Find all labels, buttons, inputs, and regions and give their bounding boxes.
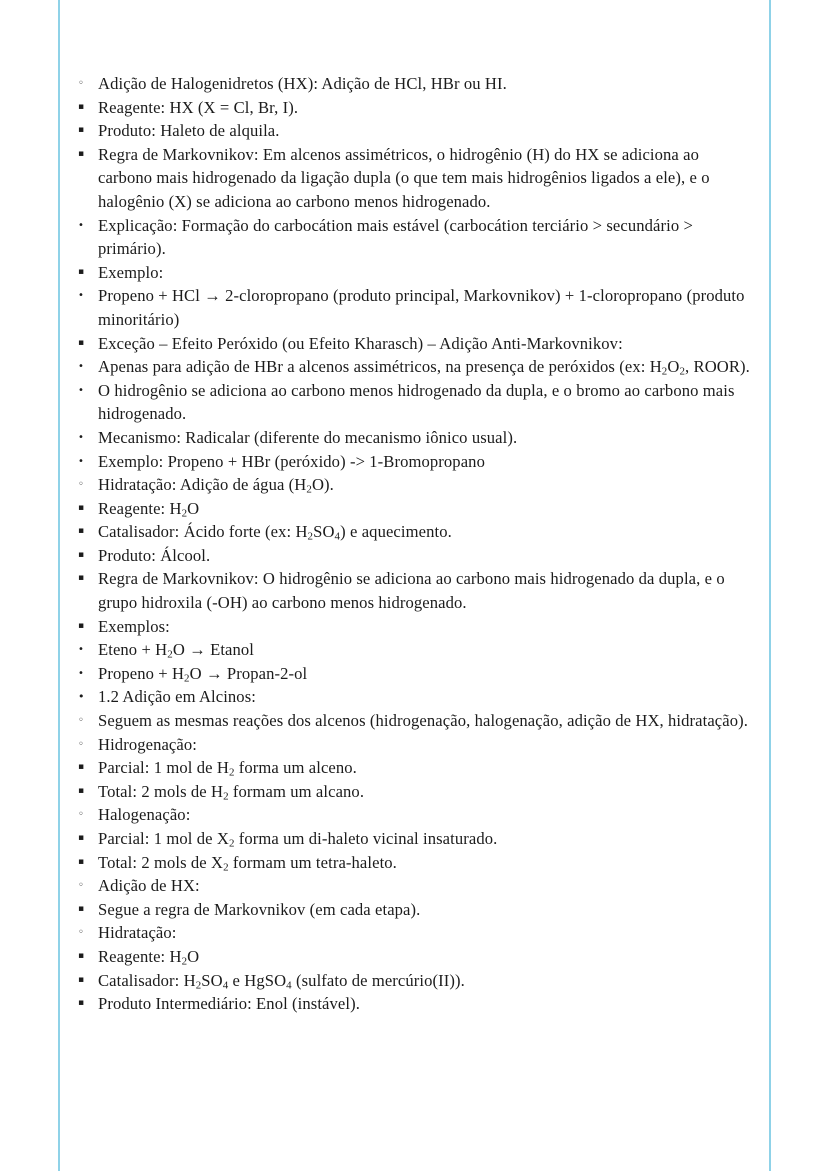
hidrogenacao-parcial-text: Parcial: 1 mol de $H_2$ forma um alceno. xyxy=(98,758,357,779)
hydration-produto-text: Produto: Álcool. xyxy=(98,545,211,565)
excecao-apenas-text: Apenas para adição de HBr a alcenos assimétricos, na presença de peróxidos (ex: $H_2O_2$, ROOR). xyxy=(98,357,750,378)
alkynes-seguem-text: Seguem as mesmas reações dos alcenos (hidrogenação, halogenação, adição de HX, hidratação). xyxy=(98,711,748,731)
alkynes-hx-markovnikov-text: Segue a regra de Markovnikov (em cada etapa). xyxy=(98,899,421,919)
list-item-hidrogenacao-total xyxy=(78,780,750,804)
hx-exemplo-label: Exemplo: xyxy=(98,262,164,282)
list-item-alkynes-hx-label xyxy=(78,874,750,898)
alkynes-halogenacao-label: Halogenação: xyxy=(98,805,191,825)
list-item-alkynes-hidrogenacao-label xyxy=(78,733,750,757)
excecao-hidrogenio-text: O hidrogênio se adiciona ao carbono menos hidrogenado da dupla, e o bromo ao carbono mais hidrogenado. xyxy=(98,380,735,424)
excecao-mecanismo-text: Mecanismo: Radicalar (diferente do mecanismo iônico usual). xyxy=(98,427,518,447)
list-item-hx-exemplo-label xyxy=(78,261,750,285)
hydration-heading-text: Hidratação: Adição de água $(H_2O)$. xyxy=(98,475,334,496)
list-item-hx-markovnikov xyxy=(78,143,750,214)
disc-bullet-icon: • xyxy=(78,644,84,656)
list-item-alkynes-hx-markovnikov xyxy=(78,898,750,922)
hydration-exemplo-eteno-text: Eteno + $H_2O$ → Etanol xyxy=(98,640,255,661)
list-item-hydration-exemplos-label xyxy=(78,615,750,639)
list-item-hx-reagente xyxy=(78,96,750,120)
square-bullet-icon: ▪ xyxy=(78,974,85,985)
alkynes-hidrogenacao-list xyxy=(78,756,750,803)
list-item-halogenacao-total xyxy=(78,851,750,875)
hydration-exemplos-list xyxy=(78,638,750,685)
disc-bullet-icon: • xyxy=(78,431,84,443)
hx-markovnikov-text: Regra de Markovnikov: Em alcenos assimétricos, o hidrogênio (H) do HX se adiciona ao carbono mais hidrogenado da ligação dupla (o que tem mais hidrogênios ligados a ele), e o halogênio (X) se adiciona ao carbono menos hidrogenado. xyxy=(98,144,710,211)
list-item-hx-excecao-label xyxy=(78,332,750,356)
circle-bullet-icon: ◦ xyxy=(78,479,84,491)
square-bullet-icon: ▪ xyxy=(78,266,85,277)
list-item-alkynes-hidratacao-produto xyxy=(78,992,750,1016)
square-bullet-icon: ▪ xyxy=(78,573,85,584)
alkynes-sublist xyxy=(78,709,750,1016)
alkynes-hidratacao-catalisador-text: Catalisador: $H_2SO_4$ e HgSO$_4$ (sulfato de mercúrio(II)). xyxy=(98,970,465,991)
square-bullet-icon: ▪ xyxy=(78,526,85,537)
list-item-alkynes-seguem xyxy=(78,709,750,733)
list-item-markovnikov-explicacao xyxy=(78,214,750,261)
list-item-excecao-exemplo xyxy=(78,450,750,474)
hx-addition-heading: Adição de Halogenidretos (HX): Adição de HCl, HBr ou HI. xyxy=(98,74,507,93)
hydration-exemplo-propeno-text: Propeno + $H_2O$ → Propan-2-ol xyxy=(98,663,308,685)
list-item-alkynes-hidratacao-label xyxy=(78,921,750,945)
square-bullet-icon: ▪ xyxy=(78,762,85,773)
list-item-alkynes-halogenacao-label xyxy=(78,803,750,827)
list-item-hydration-catalisador xyxy=(78,520,750,544)
hydration-markovnikov-text: Regra de Markovnikov: O hidrogênio se adiciona ao carbono mais hidrogenado da dupla, e o grupo hidroxila (-OH) ao carbono menos hidrogenado. xyxy=(98,569,725,613)
list-item-excecao-apenas xyxy=(78,355,750,379)
list-item-hydration-produto xyxy=(78,544,750,568)
square-bullet-icon: ▪ xyxy=(78,903,85,914)
square-bullet-icon: ▪ xyxy=(78,856,85,867)
circle-bullet-icon: ◦ xyxy=(78,809,84,821)
hydration-exemplos-label: Exemplos: xyxy=(98,616,170,636)
list-item-hx-produto xyxy=(78,119,750,143)
square-bullet-icon: ▪ xyxy=(78,125,85,136)
hx-exemplo-list xyxy=(78,284,750,331)
list-item-alkynes-hidratacao-catalisador xyxy=(78,969,750,993)
list-item-hydration-reagente xyxy=(78,497,750,521)
list-item-hx-exemplo-1 xyxy=(78,284,750,331)
disc-bullet-icon: • xyxy=(78,219,84,231)
alkynes-hx-label: Adição de HX: xyxy=(98,876,200,896)
circle-bullet-icon: ◦ xyxy=(78,715,84,727)
square-bullet-icon: ▪ xyxy=(78,148,85,159)
list-item-hx-addition xyxy=(78,72,750,96)
alkynes-hidratacao-produto-text: Produto Intermediário: Enol (instável). xyxy=(98,994,360,1014)
alkynes-halogenacao-list xyxy=(78,827,750,874)
markovnikov-explicacao-text: Explicação: Formação do carbocátion mais estável (carbocátion terciário > secundário > primário). xyxy=(98,215,693,259)
disc-bullet-icon: • xyxy=(78,384,84,396)
alkynes-hidratacao-reagente-text: Reagente: $H_2O$ xyxy=(98,946,200,968)
hx-excecao-list xyxy=(78,355,750,473)
list-item-hydration-exemplo-eteno xyxy=(78,638,750,662)
markovnikov-explanation-list xyxy=(78,214,750,261)
square-bullet-icon: ▪ xyxy=(78,620,85,631)
disc-bullet-icon: • xyxy=(78,361,84,373)
alkynes-hidratacao-list xyxy=(78,945,750,1016)
alkynes-hx-list xyxy=(78,898,750,922)
square-bullet-icon: ▪ xyxy=(78,502,85,513)
disc-bullet-icon: • xyxy=(78,290,84,302)
list-item-excecao-mecanismo xyxy=(78,426,750,450)
list-item-alkynes-heading xyxy=(78,685,750,709)
circle-bullet-icon: ◦ xyxy=(78,927,84,939)
disc-bullet-icon: • xyxy=(78,690,85,704)
excecao-exemplo-text: Exemplo: Propeno + HBr (peróxido) -> 1-Bromopropano xyxy=(98,451,485,471)
alkynes-hidratacao-label: Hidratação: xyxy=(98,923,177,943)
list-item-hidrogenacao-parcial xyxy=(78,756,750,780)
halogenacao-parcial-text: Parcial: 1 mol de $X_2$ forma um di-haleto vicinal insaturado. xyxy=(98,829,498,850)
alkynes-heading-text: 1.2 Adição em Alcinos: xyxy=(98,687,256,707)
list-item-hydration-heading xyxy=(78,473,750,497)
circle-bullet-icon: ◦ xyxy=(78,880,84,892)
hx-excecao-label: Exceção – Efeito Peróxido (ou Efeito Kharasch) – Adição Anti-Markovnikov: xyxy=(98,333,623,353)
square-bullet-icon: ▪ xyxy=(78,785,85,796)
circle-bullet-icon: ◦ xyxy=(78,738,84,750)
halogenacao-total-text: Total: 2 mols de $X_2$ formam um tetra-haleto. xyxy=(98,852,397,873)
list-item-hydration-exemplo-propeno xyxy=(78,662,750,686)
disc-bullet-icon: • xyxy=(78,667,84,679)
right-margin-rule xyxy=(769,0,771,1171)
list-item-excecao-hidrogenio xyxy=(78,379,750,426)
hydration-reagente-text: Reagente: $H_2O$ xyxy=(98,498,200,520)
hx-exemplo-1-text: Propeno + HCl → 2-cloropropano (produto principal, Markovnikov) + 1-cloropropano (produto minoritário) xyxy=(98,286,745,329)
list-item-hydration-markovnikov xyxy=(78,567,750,614)
hydration-catalisador-text: Catalisador: Ácido forte (ex: $H_2SO_4$) e aquecimento. xyxy=(98,522,452,543)
square-bullet-icon: ▪ xyxy=(78,101,85,112)
circle-bullet-icon: ◦ xyxy=(78,78,84,89)
disc-bullet-icon: • xyxy=(78,455,84,467)
alkynes-hidrogenacao-label: Hidrogenação: xyxy=(98,734,197,754)
list-item-alkynes-hidratacao-reagente xyxy=(78,945,750,969)
hidrogenacao-total-text: Total: 2 mols de $H_2$ formam um alcano. xyxy=(98,781,365,803)
alkene-reactions-list xyxy=(78,72,750,685)
square-bullet-icon: ▪ xyxy=(78,833,85,843)
alkynes-section-list xyxy=(78,685,750,1015)
hx-reagente-text: Reagente: HX (X = Cl, Br, I). xyxy=(98,97,299,117)
list-item-halogenacao-parcial xyxy=(78,827,750,851)
square-bullet-icon: ▪ xyxy=(78,998,85,1009)
hx-produto-text: Produto: Haleto de alquila. xyxy=(98,121,280,141)
hx-addition-sublist xyxy=(78,96,750,474)
square-bullet-icon: ▪ xyxy=(78,950,85,961)
square-bullet-icon: ▪ xyxy=(78,337,85,348)
left-margin-rule xyxy=(58,0,60,1171)
square-bullet-icon: ▪ xyxy=(78,549,85,560)
hydration-sublist xyxy=(78,497,750,686)
document-content xyxy=(78,72,750,1016)
